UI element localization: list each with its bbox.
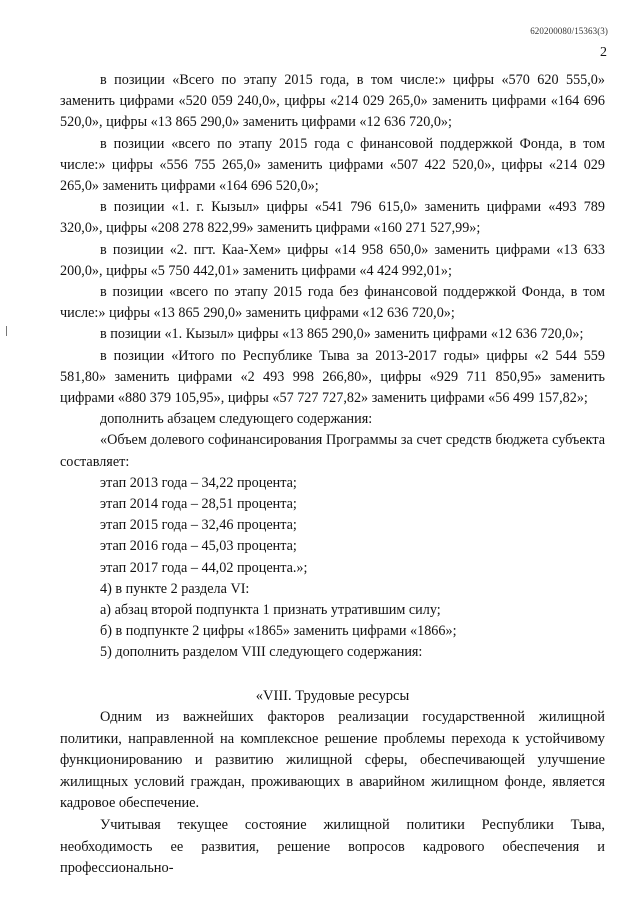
paragraph: а) абзац второй подпункта 1 признать утратившим силу;: [100, 602, 441, 619]
paragraph: в позиции «всего по этапу 2015 года без финансовой поддержкой Фонда, в том числе:» цифры «13 865 290,0» заменить цифрами «12 636 720,0»;: [60, 284, 605, 322]
section-heading: «VIII. Трудовые ресурсы: [255, 687, 410, 704]
amendments-text: [60, 70, 605, 707]
paragraph: «Объем долевого софинансирования Программы за счет средств бюджета субъекта составляет:: [60, 432, 605, 470]
paragraph: в позиции «Всего по этапу 2015 года, в том числе:» цифры «570 620 555,0» заменить цифрами «520 059 240,0», цифры «214 029 265,0» заменить цифрами «164 696 520,0», цифры «13 865 290,0» заменить цифрами «12 636 720,0»;: [60, 72, 605, 131]
paragraph: в позиции «Итого по Республике Тыва за 2013-2017 годы» цифры «2 544 559 581,80» заменить цифрами «2 493 998 266,80», цифры «929 711 850,95» заменить цифрами «880 379 105,95», цифры «57 727 727,82» заменить цифрами «56 499 157,82»;: [60, 347, 605, 407]
paragraph: дополнить абзацем следующего содержания:: [100, 411, 373, 428]
list-item: этап 2014 года – 28,51 процента;: [100, 496, 297, 513]
paragraph: в позиции «2. пгт. Каа-Хем» цифры «14 958 650,0» заменить цифрами «13 633 200,0», цифры «5 750 442,01» заменить цифрами «4 424 992,01»;: [60, 241, 605, 279]
paragraph: Учитывая текущее состояние жилищной политики Республики Тыва, необходимость ее развития, решение вопросов кадрового обеспечения и профессионально-: [60, 816, 605, 877]
document-code: 620200080/15363(3): [530, 26, 608, 36]
paragraph: в позиции «1. Кызыл» цифры «13 865 290,0» заменить цифрами «12 636 720,0»;: [100, 326, 584, 343]
paragraph: 5) дополнить разделом VIII следующего содержания:: [100, 644, 423, 661]
paragraph: в позиции «всего по этапу 2015 года с финансовой поддержкой Фонда, в том числе:» цифры «556 755 265,0» заменить цифрами «507 422 520,0», цифры «214 029 265,0» заменить цифрами «164 696 520,0»;: [60, 135, 605, 195]
list-item: этап 2017 года – 44,02 процента.»;: [100, 559, 308, 576]
margin-mark: [6, 326, 7, 336]
page-number: 2: [600, 45, 607, 60]
section-text: [60, 707, 605, 880]
list-item: этап 2016 года – 45,03 процента;: [100, 538, 297, 555]
paragraph: б) в подпункте 2 цифры «1865» заменить цифрами «1866»;: [100, 623, 457, 640]
paragraph: в позиции «1. г. Кызыл» цифры «541 796 615,0» заменить цифрами «493 789 320,0», цифры «208 278 822,99» заменить цифрами «160 271 527,99»;: [60, 199, 605, 237]
paragraph: 4) в пункте 2 раздела VI:: [100, 580, 250, 597]
list-item: этап 2013 года – 34,22 процента;: [100, 474, 297, 491]
list-item: этап 2015 года – 32,46 процента;: [100, 517, 297, 534]
paragraph: Одним из важнейших факторов реализации государственной жилищной политики, направленной на комплексное решение проблемы перехода к устойчивому функционированию и развитию жилищной сферы, обеспечивающей улучшение жилищных условий граждан, проживающих в аварийном жилищном фонде, является кадровое обеспечение.: [60, 709, 605, 812]
